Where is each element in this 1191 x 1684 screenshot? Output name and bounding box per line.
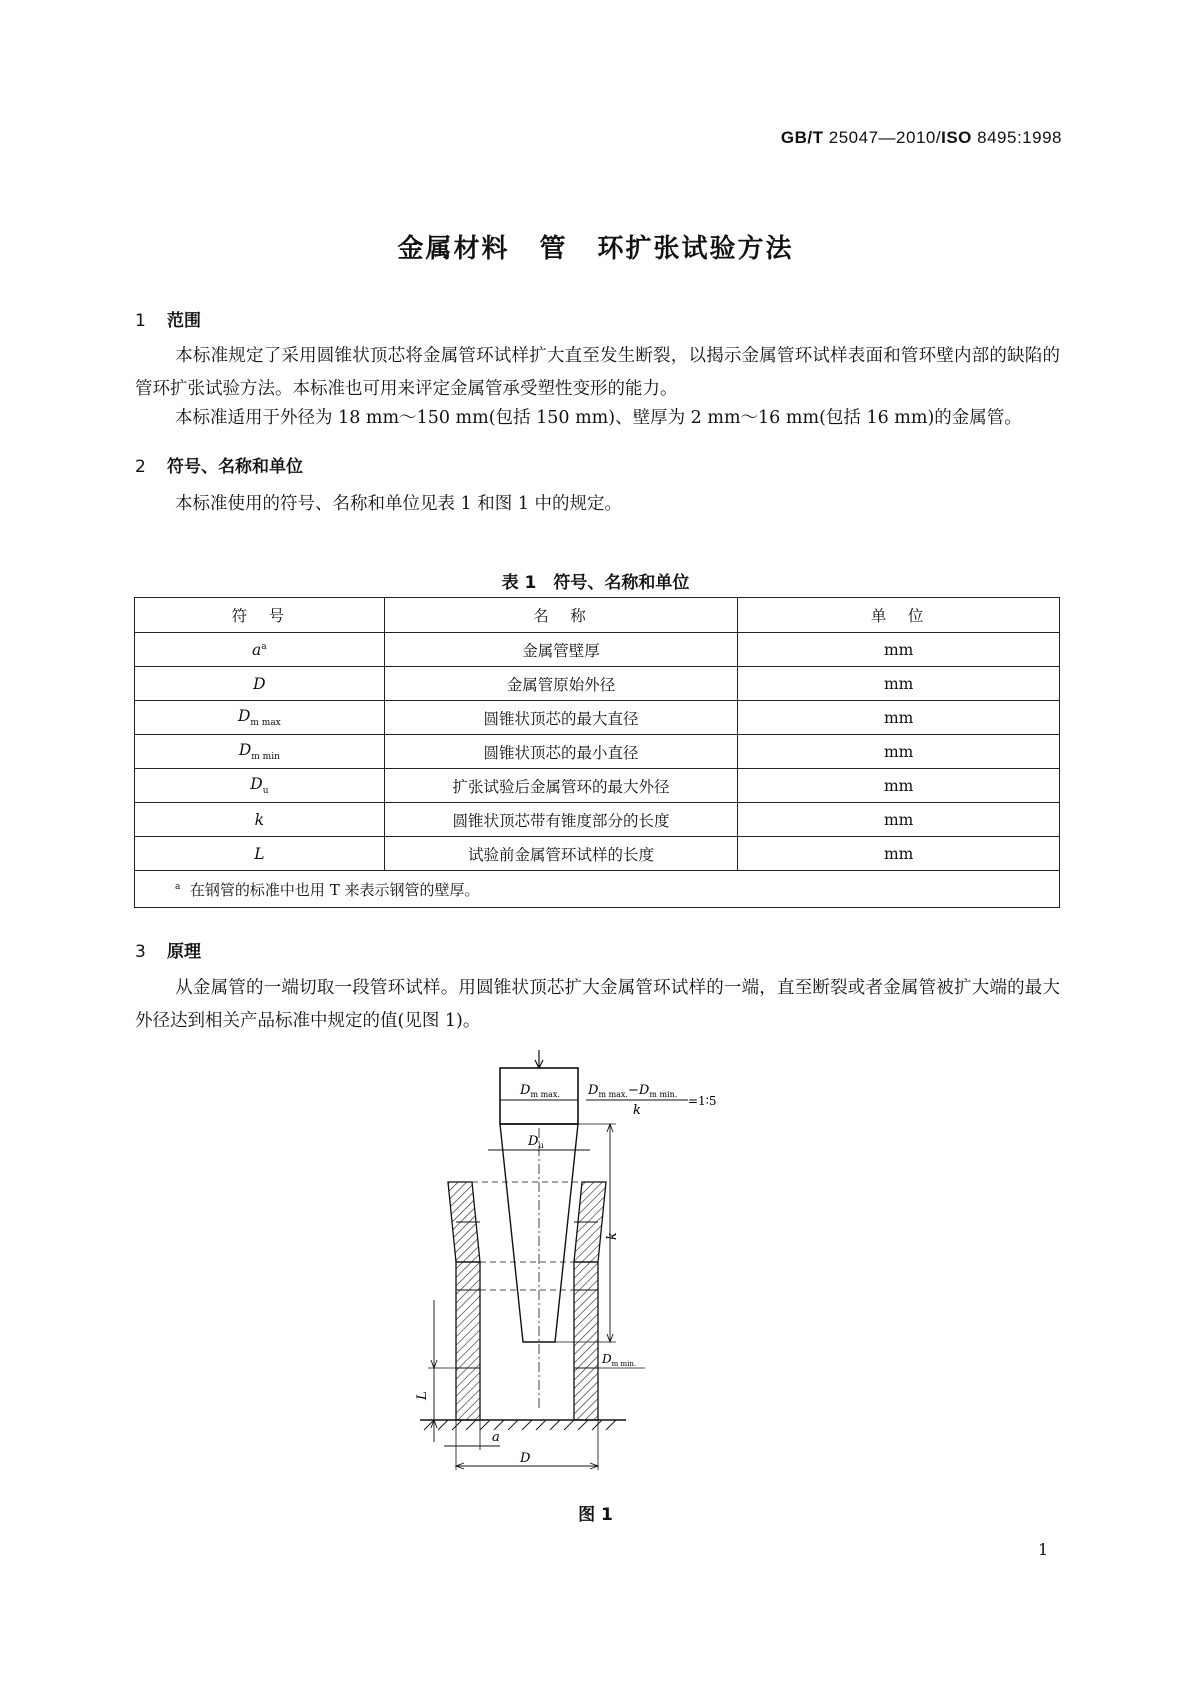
table-row xyxy=(135,837,1060,871)
section-3-number: 3 xyxy=(135,942,146,962)
symbol-cell xyxy=(135,769,385,803)
section-2-para-1 xyxy=(135,488,1060,521)
symbol-cell xyxy=(135,701,385,735)
symbol-text: D xyxy=(253,674,266,693)
section-2-heading xyxy=(135,452,303,477)
header-symbol: 符 号 xyxy=(135,598,385,633)
label-k: k xyxy=(605,1232,620,1240)
section-1-para-2-text: 本标准适用于外径为 18 mm～150 mm(包括 150 mm)、壁厚为 2 mm～16 mm(包括 16 mm)的金属管。 xyxy=(175,408,1022,428)
formula-numerator: $D_{m max.}-D_{m min.}$ xyxy=(588,1083,678,1099)
table-row xyxy=(135,667,1060,701)
formula-ratio: =1∶5 xyxy=(688,1094,717,1108)
symbol-text: D xyxy=(237,706,251,725)
symbol-cell xyxy=(135,633,385,667)
table-row xyxy=(135,769,1060,803)
unit-cell: mm xyxy=(738,667,1060,701)
footnote-text: 在钢管的标准中也用 T 来表示钢管的壁厚。 xyxy=(189,880,480,899)
label-L: L xyxy=(415,1391,430,1400)
unit-cell: mm xyxy=(738,803,1060,837)
footnote-mark: a xyxy=(175,881,181,892)
title-part3: 环扩张试验方法 xyxy=(597,234,794,264)
unit-cell: mm xyxy=(738,837,1060,871)
name-cell: 圆锥状顶芯带有锥度部分的长度 xyxy=(384,803,738,837)
symbol-cell xyxy=(135,803,385,837)
label-dmmax: $D_{m max.}$ xyxy=(520,1083,560,1099)
symbols-table xyxy=(134,597,1060,908)
tube-wall-right xyxy=(574,1262,598,1420)
table-footnote-row xyxy=(135,871,1060,908)
label-D: D xyxy=(520,1451,531,1466)
section-1-number: 1 xyxy=(135,311,146,331)
section-2-para-1-text: 本标准使用的符号、名称和单位见表 1 和图 1 中的规定。 xyxy=(175,494,623,514)
section-3-heading xyxy=(135,937,201,962)
name-cell: 圆锥状顶芯的最大直径 xyxy=(384,701,738,735)
symbol-sub: u xyxy=(262,786,269,797)
figure-1-caption: 图 1 xyxy=(578,1505,613,1525)
section-1-title: 范围 xyxy=(167,311,201,331)
symbol-sub: m max xyxy=(250,718,281,729)
name-cell: 金属管壁厚 xyxy=(384,633,738,667)
section-3-title: 原理 xyxy=(167,942,201,962)
name-cell: 扩张试验后金属管环的最大外径 xyxy=(384,769,738,803)
figure-1-drawing xyxy=(415,1050,780,1490)
section-1-para-2 xyxy=(135,402,1060,435)
unit-cell: mm xyxy=(738,633,1060,667)
title-part1: 金属材料 xyxy=(397,234,510,264)
page-number: 1 xyxy=(1038,1540,1049,1559)
table-row xyxy=(135,803,1060,837)
table-1-caption: 表 1 符号、名称和单位 xyxy=(501,573,690,593)
symbol-text: a xyxy=(252,640,262,659)
section-3-para-1-text: 从金属管的一端切取一段管环试样。用圆锥状顶芯扩大金属管环试样的一端，直至断裂或者金属管被扩大端的最大外径达到相关产品标准中规定的值(见图 1)。 xyxy=(135,978,1060,1031)
symbol-sup: a xyxy=(261,641,267,652)
standard-code xyxy=(781,128,1062,148)
std-code-num: 25047—2010/ xyxy=(828,128,942,147)
std-code-gb: GB/T xyxy=(780,128,824,147)
unit-cell: mm xyxy=(738,701,1060,735)
table-row xyxy=(135,735,1060,769)
unit-cell: mm xyxy=(738,769,1060,803)
symbol-sub: m min xyxy=(251,752,280,763)
section-1-para-1-text: 本标准规定了采用圆锥状顶芯将金属管环试样扩大直至发生断裂，以揭示金属管环试样表面和管环壁内部的缺陷的管环扩张试验方法。本标准也可用来评定金属管承受塑性变形的能力。 xyxy=(135,346,1060,399)
std-code-iso: ISO xyxy=(941,128,972,147)
label-a: a xyxy=(492,1430,500,1445)
header-unit: 单 位 xyxy=(738,598,1060,633)
name-cell: 圆锥状顶芯的最小直径 xyxy=(384,735,738,769)
section-2-title: 符号、名称和单位 xyxy=(167,457,303,477)
symbol-text: L xyxy=(254,844,265,863)
label-du: $D_u$ xyxy=(528,1134,544,1150)
tube-wall-left xyxy=(456,1262,480,1420)
symbol-text: D xyxy=(238,740,252,759)
page-title xyxy=(0,228,1191,265)
table-row xyxy=(135,701,1060,735)
section-1-para-1 xyxy=(135,340,1060,406)
std-code-iso-num: 8495:1998 xyxy=(977,128,1062,147)
section-1-heading xyxy=(135,306,201,331)
header-name: 名 称 xyxy=(384,598,738,633)
name-cell: 试验前金属管环试样的长度 xyxy=(384,837,738,871)
symbol-text: k xyxy=(254,810,265,829)
symbol-cell xyxy=(135,735,385,769)
symbol-cell xyxy=(135,837,385,871)
table-row xyxy=(135,633,1060,667)
formula-denominator: k xyxy=(633,1103,641,1118)
section-3-para-1 xyxy=(135,972,1060,1038)
section-2-number: 2 xyxy=(135,457,146,477)
ground-hatch xyxy=(424,1420,616,1430)
symbol-cell xyxy=(135,667,385,701)
title-part2: 管 xyxy=(539,234,568,264)
name-cell: 金属管原始外径 xyxy=(384,667,738,701)
unit-cell: mm xyxy=(738,735,1060,769)
symbol-text: D xyxy=(250,774,263,793)
table-footnote xyxy=(135,871,1060,908)
label-dmmin: $D_{m min.}$ xyxy=(602,1352,637,1368)
table-header-row xyxy=(135,598,1060,633)
